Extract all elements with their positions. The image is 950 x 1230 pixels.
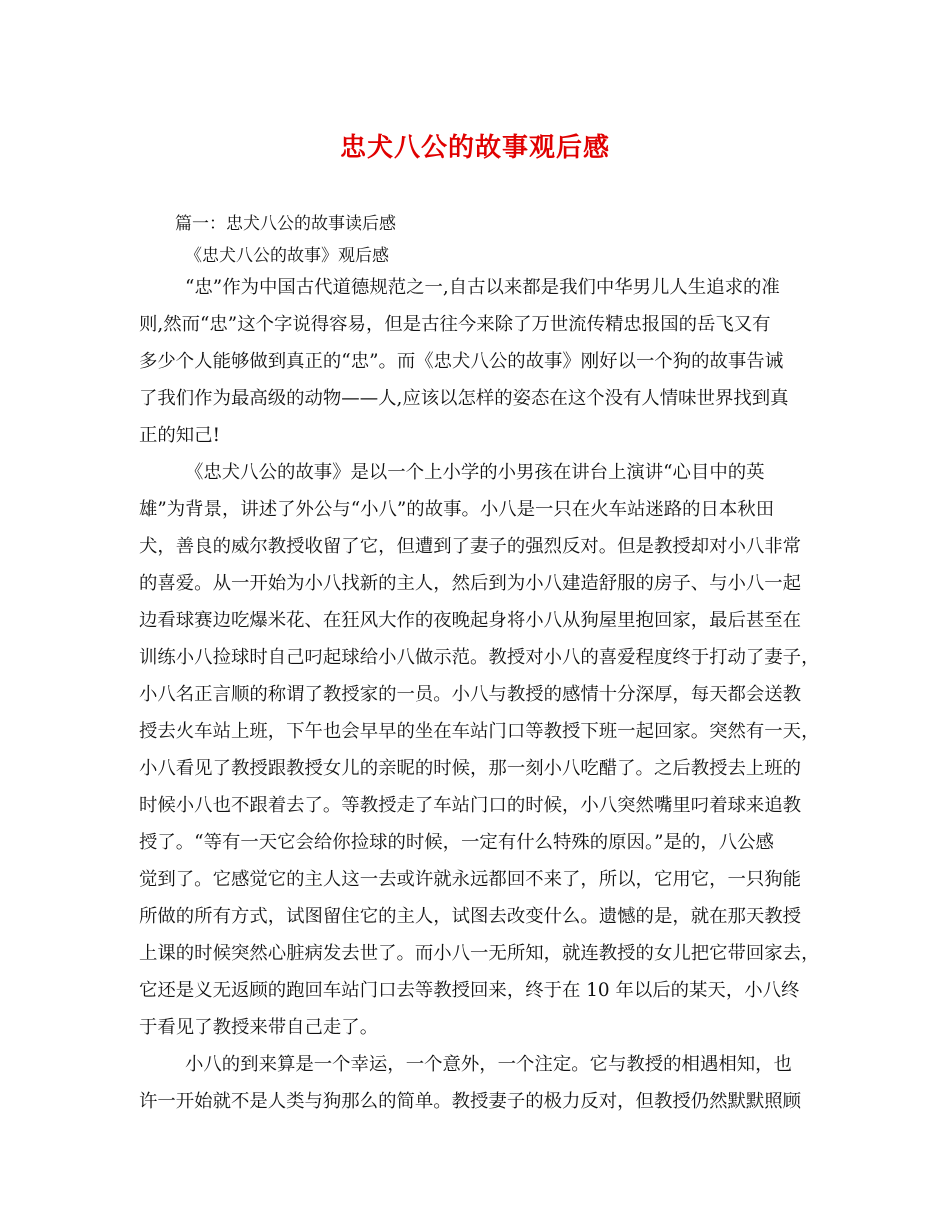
paragraph-line: 犬，善良的威尔教授收留了它，但遭到了妻子的强烈反对。但是教授却对小八非常 — [139, 536, 802, 557]
paragraph-line: 许一开始就不是人类与狗那么的简单。教授妻子的极力反对，但教授仍然默默照顾 — [139, 1091, 802, 1112]
paragraph-line: 所做的所有方式，试图留住它的主人，试图去改变什么。遗憾的是，就在那天教授 — [139, 906, 802, 927]
paragraph-line: 训练小八捡球时自己叼起球给小八做示范。教授对小八的喜爱程度终于打动了妻子， — [139, 647, 820, 668]
paragraph-line: 则,然而“忠”这个字说得容易，但是古往今来除了万世流传精忠报国的岳飞又有 — [139, 314, 771, 335]
paragraph-line: 《忠犬八公的故事》是以一个上小学的小男孩在讲台上演讲“心目中的英 — [185, 462, 765, 483]
section-subtitle: 《忠犬八公的故事》观后感 — [185, 246, 389, 266]
section-subheading: 篇一：忠犬八公的故事读后感 — [175, 214, 396, 234]
paragraph-line: 小八看见了教授跟教授女儿的亲昵的时候，那一刻小八吃醋了。之后教授去上班的 — [139, 758, 802, 779]
document-title: 忠犬八公的故事观后感 — [339, 133, 610, 163]
paragraph-line: “忠”作为中国古代道德规范之一,自古以来都是我们中华男儿人生追求的准 — [185, 277, 780, 298]
paragraph-line: 雄”为背景，讲述了外公与“小八”的故事。小八是一只在火车站迷路的日本秋田 — [139, 499, 775, 520]
paragraph-line: 小八的到来算是一个幸运，一个意外，一个注定。它与教授的相遇相知，也 — [185, 1054, 792, 1075]
paragraph-line: 边看球赛边吃爆米花、在狂风大作的夜晚起身将小八从狗屋里抱回家，最后甚至在 — [139, 610, 802, 631]
paragraph-line: 的喜爱。从一开始为小八找新的主人，然后到为小八建造舒服的房子、与小八一起 — [139, 573, 802, 594]
paragraph-line: 多少个人能够做到真正的“忠”。而《忠犬八公的故事》刚好以一个狗的故事告诫 — [139, 351, 784, 372]
paragraph-line: 授了。“等有一天它会给你捡球的时候，一定有什么特殊的原因。”是的，八公感 — [139, 832, 774, 853]
paragraph-line: 它还是义无返顾的跑回车站门口去等教授回来，终于在 10 年以后的某天，小八终 — [139, 980, 800, 1001]
paragraph-line: 于看见了教授来带自己走了。 — [139, 1017, 379, 1038]
paragraph-line: 授去火车站上班，下午也会早早的坐在车站门口等教授下班一起回家。突然有一天， — [139, 721, 820, 742]
paragraph-line: 觉到了。它感觉它的主人这一去或许就永远都回不来了，所以，它用它，一只狗能 — [139, 869, 802, 890]
paragraph-line: 了我们作为最高级的动物——人,应该以怎样的姿态在这个没有人情味世界找到真 — [139, 388, 789, 409]
paragraph-line: 上课的时候突然心脏病发去世了。而小八一无所知，就连教授的女儿把它带回家去， — [139, 943, 820, 964]
paragraph-line: 正的知己! — [139, 425, 220, 446]
paragraph-line: 小八名正言顺的称谓了教授家的一员。小八与教授的感情十分深厚，每天都会送教 — [139, 684, 802, 705]
paragraph-line: 时候小八也不跟着去了。等教授走了车站门口的时候，小八突然嘴里叼着球来追教 — [139, 795, 802, 816]
